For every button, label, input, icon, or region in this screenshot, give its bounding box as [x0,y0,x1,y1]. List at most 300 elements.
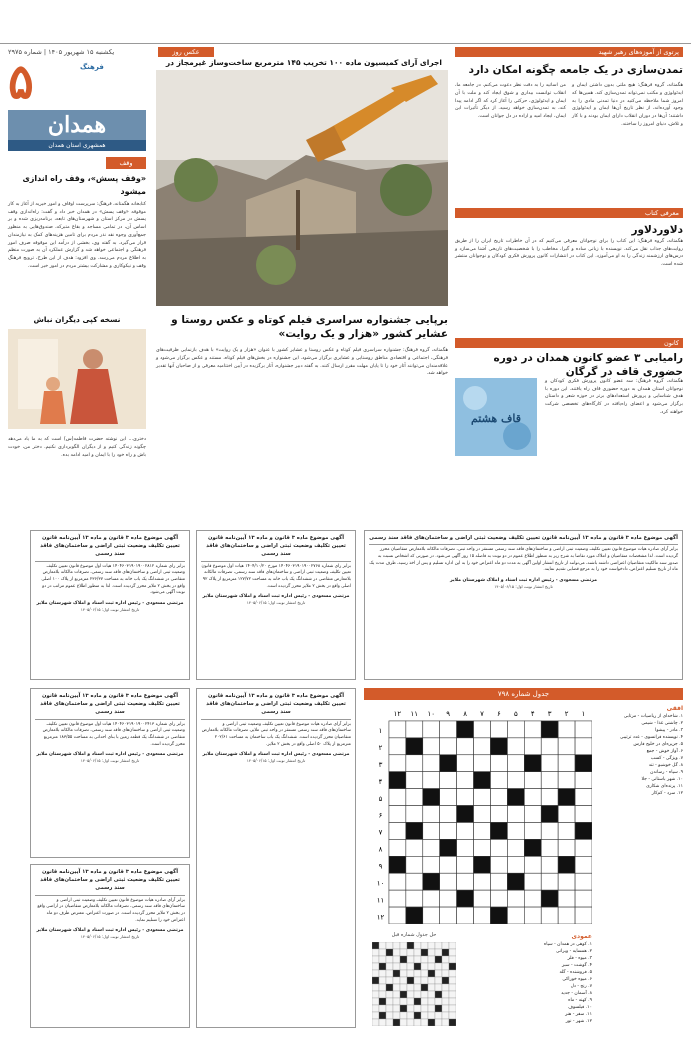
crossword-cell[interactable] [507,890,524,907]
crossword-cell[interactable] [440,873,457,890]
solution-cell [386,998,393,1005]
previous-crossword-solution [372,942,456,1026]
crossword-cell[interactable] [423,721,440,738]
crossword-cell[interactable] [558,806,575,823]
previous-solution-label: حل جدول شماره قبل [391,932,437,938]
crossword-column-number: ۹ [446,710,451,719]
solution-cell [400,970,407,977]
crossword-cell[interactable] [558,890,575,907]
crossword-cell[interactable] [575,789,592,806]
notice-publish-date: تاریخ انتشار نوبت اول: ۱۴۰۵/۰۶/۱۵ [80,934,140,940]
solution-cell [428,949,435,956]
solution-cell [449,998,456,1005]
across-clue: ۹. سپاه - رساندن [650,770,683,776]
solution-cell [421,1012,428,1019]
solution-cell [421,970,428,977]
crossword-black-cell [406,907,423,924]
crossword-black-cell [524,839,541,856]
crossword-across-clues [602,704,683,798]
solution-cell [386,942,393,949]
notice-title: آگهی موضوع ماده ۳ قانون و ماده ۱۳ آیین‌نامه قانون تعیین تکلیف وضعیت ثبتی اراضی و ساختمان‌های فاقد سند رسمی [35,692,185,720]
crossword-cell[interactable] [474,839,491,856]
crossword-row-number: ۷ [378,828,383,837]
crossword-cell[interactable] [575,738,592,755]
crossword-cell[interactable] [474,738,491,755]
solution-cell [379,991,386,998]
solution-cell [379,956,386,963]
crossword-cell[interactable] [541,755,558,772]
crossword-cell[interactable] [440,721,457,738]
down-clue: ۱. کوهی در همدان - سپاه [543,942,592,948]
crossword-cell[interactable] [558,772,575,789]
solution-cell [379,970,386,977]
solution-cell [379,984,386,991]
crossword-cell[interactable] [490,839,507,856]
book-body: هگمتانه، گروه فرهنگ: این کتاب را برای نوجوانان معرفی می‌کنیم که در آن خاطرات تاریخ ایران را از طریق روایت‌های جذاب نقل می‌کند. نویسنده با زبانی ساده و گیرا، مخاطب را با شخصیت‌های تاریخی آشنا می‌سازد و درس‌های ارزشمند زندگی را به او می‌آموزد. این کتاب در انتشارات کانون پرورش فکری کودکان و نوجوانان منتشر شده است. [455,239,683,268]
solution-cell [442,949,449,956]
down-clue: ۸. آسمان - جدید [561,991,592,997]
crossword-cell[interactable] [507,738,524,755]
notice-publish-date: تاریخ انتشار نوبت اول: ۱۴۰۵/۰۶/۱۵ [80,607,140,612]
crossword-cell[interactable] [490,806,507,823]
solution-cell [386,956,393,963]
crossword-grid[interactable] [372,704,592,924]
waqf-headline: «وقف پسش»، وقف راه اندازی میشود [22,174,146,196]
crossword-cell[interactable] [389,907,406,924]
crossword-cell[interactable] [524,806,541,823]
solution-cell [379,998,386,1005]
crossword-cell[interactable] [457,789,474,806]
down-clue: ۶. میوه خوراکی [562,977,592,983]
crossword-cell[interactable] [389,890,406,907]
solution-cell [449,984,456,991]
photo-of-day-tag: عکس روز [158,47,214,57]
waqf-body: کتابخانه هگمتانه، فرهنگ: سرپرست اوقاف و امور خیریه از آغاز به کار موقوفه «وقف پسش» در همدان خبر داد و گفت: راه‌اندازی وقف پسش در مرکز استان و شهرستان‌های تابعه، برنامه‌ریزی شده و بر اساس آن، در تمامی مساجد و بقاع متبرکه، صندوق‌هایی به منظور جمع‌آوری وجوه نقد نذر مردم برای تامین هزینه‌های کمک به نیازمندان قرار می‌گیرد. به گفته وی، بخشی از درآمد این موقوفه صرف امور فرهنگی و اجتماعی خواهد شد و گزارش عملکرد آن به صورت منظم به اطلاع مردم می‌رسد. وی افزود: هدف از این طرح، ترویج فرهنگ وقف و نیکوکاری و مشارکت بیشتر مردم در امور خیر است. [8,202,146,269]
crossword-row-number: ۶ [378,811,383,820]
crossword-cell[interactable] [423,806,440,823]
crossword-cell[interactable] [575,890,592,907]
solution-cell [435,991,442,998]
crossword-cell[interactable] [490,772,507,789]
crossword-cell[interactable] [457,856,474,873]
solution-cell [379,1012,386,1019]
festival-story [156,314,448,378]
solution-cell [386,1005,393,1012]
crossword-cell[interactable] [389,721,406,738]
notice-body: برابر آرای صادره هیات موضوع قانون تعیین تکلیف وضعیت ثبتی اراضی و ساختمان‌های فاقد سند رسمی مستقر در واحد ثبتی، تصرفات مالکانه بلامعارض متقاضیان محرز گردیده است. لذا مشخصات متقاضیان و املاک مورد تقاضا به شرح زیر به منظور اطلاع عموم در دو نوبت به فاصله ۱۵ روز آگهی می‌شود. در صورتی که اشخاص نسبت به صدور سند مالکیت متقاضیان اعتراضی داشته باشند، می‌توانند از تاریخ انتشار اولین آگهی به مدت دو ماه اعتراض خود را به این اداره تسلیم و پس از اخذ رسید، ظرف مدت یک ماه از تاریخ تسلیم اعتراض، دادخواست خود را به مرجع قضایی تقدیم نمایند. [369,547,678,573]
solution-cell [428,942,435,949]
crossword-cell[interactable] [389,755,406,772]
crossword-cell[interactable] [524,873,541,890]
solution-cell [386,977,393,984]
notice-body: برابر رای شماره ۱۴۰۴۶۰۳۱۹۰۱۹۰۰۲۷۶۸ مورخ ۱۴۰۴/۱۰/۲۰ هیات اول موضوع قانون تعیین تکلیف وضعیت ثبتی اراضی و ساختمان‌های فاقد سند رسمی، تصرفات مالکانه بلامعارض متقاضی در ششدانگ یک باب خانه به مساحت ۱۲۷/۷۲ مترمربع از پلاک ۹۲ اصلی واقع در بخش ۲ ملایر محرز گردیده است. [201,563,351,589]
solution-cell [386,949,393,956]
crossword-cell[interactable] [474,890,491,907]
notice-title: آگهی موضوع ماده ۳ قانون و ماده ۱۳ آیین‌نامه قانون تعیین تکلیف وضعیت ثبتی اراضی و ساختمان‌های فاقد سند رسمی [369,534,678,545]
crossword-black-cell [440,755,457,772]
solution-cell [421,991,428,998]
notice-title: آگهی موضوع ماده ۳ قانون و ماده ۱۳ آیین‌نامه قانون تعیین تکلیف وضعیت ثبتی اراضی و ساختمان‌های فاقد سند رسمی [201,692,351,720]
crossword-cell[interactable] [541,839,558,856]
solution-cell [414,1019,421,1026]
waqf-tag: وقف [106,157,146,169]
solution-cell [435,970,442,977]
crossword-cell[interactable] [457,873,474,890]
crossword-cell[interactable] [541,789,558,806]
crossword-cell[interactable] [507,772,524,789]
kanoon-headline: رامیابی ۳ عضو کانون همدان در دوره حضوری قاف در گرگان [493,352,683,378]
solution-cell [442,977,449,984]
solution-cell [428,991,435,998]
crossword-cell[interactable] [490,721,507,738]
crossword-cell[interactable] [423,907,440,924]
crossword-row-number: ۴ [378,777,383,786]
solution-cell [442,956,449,963]
across-clue: ۳. مادر - پیشوا [655,728,683,734]
crossword-cell[interactable] [575,806,592,823]
crossword-black-cell [575,822,592,839]
solution-cell [449,977,456,984]
crossword-row-number: ۲ [378,744,383,753]
crossword-cell[interactable] [541,772,558,789]
crossword-cell[interactable] [541,822,558,839]
solution-cell [442,1019,449,1026]
crossword-cell[interactable] [457,772,474,789]
crossword-cell[interactable] [389,738,406,755]
down-clue: ۹. کهنه - ماه [568,998,592,1004]
solution-cell [407,998,414,1005]
top-story-body-left: من اساتید را به دقت نظر دعوت می‌کنم. در جامعه ما، انقلاب توانست بیداری و شوق ایجاد کند و ملت با آن ایمان و ایدئولوژی، حرکتی را آغاز کرد که اگر ادامه پیدا کند، به تمدن‌سازی خواهد رسید. از دیگر تأثیرات این ایمان، ایجاد امید و اراده در دل جوانان است. [455,83,566,119]
festival-body: هگمتانه، گروه فرهنگ: جشنواره سراسری فیلم کوتاه و عکس روستا و عشایر کشور با عنوان «هزار و یک روایت» با هدف بازنمایی ظرفیت‌های فرهنگی، اجتماعی و اقتصادی مناطق روستایی و عشایری برگزار می‌شود. این جشنواره در بخش‌های فیلم کوتاه، مستند و عکس برگزار می‌شود و علاقه‌مندان می‌توانند آثار خود را تا پایان مهلت مقرر ارسال کنند. به گفته دبیر جشنواره، آثار برگزیده در آیین اختتامیه معرفی و از صاحبان آنها تقدیر خواهد شد. [156,348,448,377]
crossword-cell[interactable] [575,856,592,873]
crossword-black-cell [490,822,507,839]
crossword-cell[interactable] [474,789,491,806]
solution-cell [372,1005,379,1012]
down-clue: ۱۲. شهر - نور [565,1018,592,1024]
crossword-cell[interactable] [423,890,440,907]
crossword-cell[interactable] [440,907,457,924]
solution-cell [449,991,456,998]
crossword-cell[interactable] [490,873,507,890]
top-bar [0,0,691,44]
crossword-cell[interactable] [406,721,423,738]
newspaper-logo: همدان [8,110,146,140]
legal-notice [364,530,683,680]
crossword-black-cell [423,789,440,806]
notice-title: آگهی موضوع ماده ۳ قانون و ماده ۱۳ آیین‌نامه قانون تعیین تکلیف وضعیت ثبتی اراضی و ساختمان‌های فاقد سند رسمی [35,534,185,562]
crossword-cell[interactable] [507,755,524,772]
notice-signature: مرتضی مسعودی - رئیس اداره ثبت اسناد و املاک شهرستان ملایر [36,752,184,758]
crossword-cell[interactable] [423,856,440,873]
crossword-cell[interactable] [507,856,524,873]
crossword-cell[interactable] [406,856,423,873]
solution-cell [386,963,393,970]
solution-cell [449,1019,456,1026]
solution-cell [449,963,456,970]
crossword-cell[interactable] [440,772,457,789]
crossword-column-number: ۱۲ [393,710,402,719]
crossword-cell[interactable] [541,907,558,924]
solution-cell [442,998,449,1005]
solution-cell [400,1019,407,1026]
solution-cell [407,1005,414,1012]
crossword-cell[interactable] [406,755,423,772]
crossword-row-number: ۱۰ [376,879,385,888]
solution-cell [400,991,407,998]
solution-cell [407,1012,414,1019]
crossword-black-cell [507,789,524,806]
crossword-cell[interactable] [423,755,440,772]
book-headline: دلاوردلاور [631,224,683,236]
crossword-column-number: ۸ [463,710,467,719]
kanoon-strip: کانون [455,338,683,348]
crossword-cell[interactable] [423,738,440,755]
crossword-cell[interactable] [575,721,592,738]
solution-cell [414,949,421,956]
crossword-cell[interactable] [558,873,575,890]
crossword-section [364,688,683,1028]
crossword-cell[interactable] [575,839,592,856]
top-story [455,47,683,128]
solution-cell [421,1005,428,1012]
solution-cell [400,942,407,949]
crossword-black-cell [541,890,558,907]
crossword-row-number: ۹ [378,862,383,871]
solution-cell [393,942,400,949]
solution-cell [435,1019,442,1026]
crossword-cell[interactable] [524,789,541,806]
crossword-column-number: ۳ [547,710,552,719]
crossword-cell[interactable] [457,822,474,839]
crossword-black-cell [474,772,491,789]
solution-cell [414,998,421,1005]
crossword-cell[interactable] [524,907,541,924]
solution-cell [442,984,449,991]
solution-cell [421,998,428,1005]
solution-cell [435,998,442,1005]
solution-cell [414,977,421,984]
across-clue: ۶. آواز خوش - جمع [646,749,683,755]
crossword-cell[interactable] [558,839,575,856]
solution-cell [400,977,407,984]
solution-cell [421,956,428,963]
solution-cell [372,991,379,998]
solution-cell [393,977,400,984]
down-clue: ۵. فروشنده - گله [559,970,592,976]
solution-cell [407,942,414,949]
crossword-black-cell [423,873,440,890]
crossword-cell[interactable] [558,721,575,738]
solution-cell [372,949,379,956]
solution-cell [435,963,442,970]
crossword-cell[interactable] [575,873,592,890]
top-story-headline: تمدن‌سازی در یک جامعه چگونه امکان دارد [468,64,683,76]
page-number: ۵ [8,54,34,110]
solution-cell [435,956,442,963]
crossword-black-cell [440,839,457,856]
crossword-cell[interactable] [440,856,457,873]
crossword-cell[interactable] [474,822,491,839]
crossword-black-cell [389,772,406,789]
solution-cell [449,1005,456,1012]
crossword-cell[interactable] [440,806,457,823]
solution-cell [428,984,435,991]
crossword-cell[interactable] [490,856,507,873]
crossword-row-number: ۵ [378,794,383,803]
crossword-cell[interactable] [474,907,491,924]
crossword-cell[interactable] [440,822,457,839]
crossword-cell[interactable] [389,839,406,856]
issue-date: یکشنبه ۱۵ شهریور ۱۴۰۵ | شماره ۲۹۷۵ [8,48,115,56]
solution-cell [372,970,379,977]
solution-cell [428,1005,435,1012]
crossword-cell[interactable] [558,822,575,839]
crossword-cell[interactable] [406,873,423,890]
solution-cell [372,984,379,991]
solution-cell [449,942,456,949]
crossword-black-cell [474,856,491,873]
crossword-cell[interactable] [558,755,575,772]
crossword-cell[interactable] [524,721,541,738]
solution-cell [393,998,400,1005]
solution-cell [414,1005,421,1012]
crossword-cell[interactable] [474,873,491,890]
crossword-cell[interactable] [474,755,491,772]
mother-daughter-photo [8,329,146,429]
down-clue: ۱۰. فیلسوف [568,1005,592,1011]
crossword-cell[interactable] [423,839,440,856]
across-clues-title: افقی [666,705,683,712]
solution-cell [400,984,407,991]
solution-cell [400,1012,407,1019]
crossword-cell[interactable] [474,806,491,823]
solution-cell [428,1019,435,1026]
crossword-cell[interactable] [541,873,558,890]
crossword-cell[interactable] [406,789,423,806]
left-column [8,54,146,270]
crossword-column-number: ۵ [513,710,518,719]
solution-cell [414,991,421,998]
solution-cell [428,977,435,984]
nostalgic-headline: نسخه کپی دیگران نباش [33,315,121,324]
solution-cell [393,984,400,991]
solution-cell [386,1019,393,1026]
crossword-cell[interactable] [541,856,558,873]
crossword-cell[interactable] [558,738,575,755]
solution-cell [407,949,414,956]
crossword-cell[interactable] [389,822,406,839]
crossword-cell[interactable] [490,755,507,772]
crossword-cell[interactable] [507,839,524,856]
solution-cell [407,970,414,977]
crossword-cell[interactable] [440,890,457,907]
crossword-cell[interactable] [507,806,524,823]
top-story-strip: پرتوی از آموزه‌های رهبر شهید [455,47,683,57]
solution-cell [428,956,435,963]
crossword-black-cell [457,721,474,738]
crossword-cell[interactable] [575,907,592,924]
solution-cell [386,1012,393,1019]
crossword-row-number: ۱۱ [376,896,385,905]
notice-signature: مرتضی مسعودی - رئیس اداره ثبت اسناد و املاک شهرستان ملایر [202,752,350,758]
notice-title: آگهی موضوع ماده ۳ قانون و ماده ۱۳ آیین‌نامه قانون تعیین تکلیف وضعیت ثبتی اراضی و ساختمان‌های فاقد سند رسمی [201,534,351,562]
crossword-cell[interactable] [524,738,541,755]
crossword-cell[interactable] [457,738,474,755]
crossword-cell[interactable] [389,806,406,823]
crossword-cell[interactable] [507,907,524,924]
festival-headline: برپایی جشنواره سراسری فیلم کوتاه و عکس روستا و عشایر کشور «هزار و یک روایت» [171,314,448,340]
across-clue: ۵. جزیره‌ای در خلیج فارس [633,742,683,748]
solution-cell [449,970,456,977]
crossword-cell[interactable] [524,772,541,789]
crossword-black-cell [558,856,575,873]
crossword-cell[interactable] [440,738,457,755]
solution-cell [400,998,407,1005]
solution-cell [393,949,400,956]
crossword-cell[interactable] [457,755,474,772]
solution-cell [400,949,407,956]
crossword-cell[interactable] [389,789,406,806]
notice-signature: مرتضی مسعودی - رئیس اداره ثبت اسناد و املاک شهرستان ملایر [450,577,597,583]
solution-cell [414,956,421,963]
crossword-cell[interactable] [507,721,524,738]
crossword-cell[interactable] [490,890,507,907]
solution-cell [372,1012,379,1019]
across-clue: ۸. گل خوشبو - تند [648,763,683,769]
solution-cell [379,977,386,984]
down-clue: ۴. گوشت - سبز [561,963,592,969]
crossword-cell[interactable] [406,806,423,823]
crossword-column-number: ۴ [530,710,535,719]
crossword-cell[interactable] [406,839,423,856]
crossword-cell[interactable] [389,873,406,890]
crossword-cell[interactable] [474,721,491,738]
solution-cell [421,1019,428,1026]
notice-body: برابر رای شماره ۱۴۰۴۶۰۳۱۹۰۱۹۰۰۲۸۱۲ هیات اول موضوع قانون تعیین تکلیف وضعیت ثبتی اراضی و ساختمان‌های فاقد سند رسمی، تصرفات مالکانه بلامعارض متقاضی در ششدانگ یک باب خانه به مساحت ۲۳۶/۳۷ مترمربع از پلاک ۱۰۰ اصلی واقع در بخش ۲ ملایر محرز گردیده است. لذا به منظور اطلاع عموم مراتب در دو نوبت آگهی می‌شود. [41,563,185,596]
crossword-cell[interactable] [524,890,541,907]
crossword-cell[interactable] [423,822,440,839]
solution-cell [372,998,379,1005]
solution-cell [442,942,449,949]
crossword-cell[interactable] [406,890,423,907]
crossword-cell[interactable] [558,907,575,924]
crossword-cell[interactable] [507,822,524,839]
crossword-cell[interactable] [490,789,507,806]
crossword-cell[interactable] [440,789,457,806]
crossword-cell[interactable] [524,856,541,873]
notice-signature: مرتضی مسعودی - رئیس اداره ثبت اسناد و املاک شهرستان ملایر [202,594,350,600]
crossword-cell[interactable] [457,839,474,856]
crossword-cell[interactable] [406,772,423,789]
qaf-poster-title: قاف هشتم [470,412,522,425]
solution-cell [386,970,393,977]
solution-cell [407,963,414,970]
solution-cell [435,949,442,956]
solution-cell [421,984,428,991]
solution-cell [379,963,386,970]
crossword-black-cell [490,738,507,755]
crossword-cell[interactable] [524,822,541,839]
crossword-cell[interactable] [541,738,558,755]
crossword-row-number: ۳ [378,760,383,769]
solution-cell [414,963,421,970]
down-clues-title: عمودی [571,933,592,940]
crossword-cell[interactable] [575,772,592,789]
crossword-cell[interactable] [457,907,474,924]
solution-cell [379,942,386,949]
solution-cell [407,984,414,991]
crossword-cell[interactable] [423,772,440,789]
